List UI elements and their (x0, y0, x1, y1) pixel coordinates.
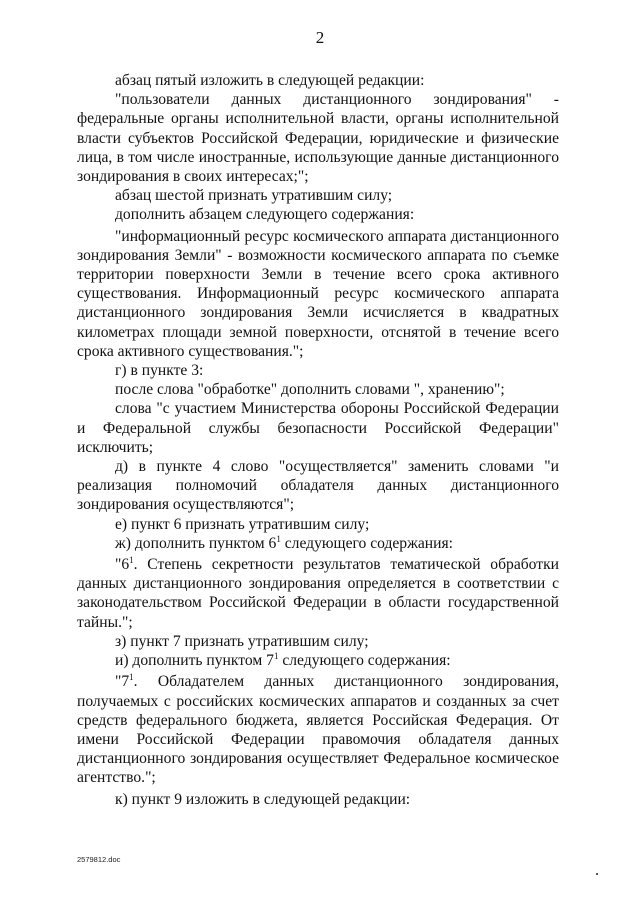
paragraph-text: "7 (115, 673, 130, 691)
paragraph: абзац шестой признать утратившим силу; (115, 187, 393, 205)
superscript: 1 (273, 650, 279, 661)
document-body (77, 71, 559, 809)
paragraph: "информационный ресурс космического аппарата дистанционного зондирования Земли" - возможности космического аппарата по съемке территории поверхности Земли в течение всего срока активного существования. Информационный ресурс космического аппарата дистанционного зондирования Земли исчисляется в квадратных километрах площади земной поверхности, отснятой в течение всего срока активного существования."; (77, 227, 559, 360)
paragraph: дополнить абзацем следующего содержания: (115, 206, 415, 224)
footer-filename: 2579812.doc (77, 855, 121, 864)
paragraph-text: . Степень секретности результатов тематической обработки данных дистанционного зондирования определяется в соответствии с законодательством Российской Федерации в области государственной тайны."; (77, 556, 559, 631)
paragraph-text: следующего содержания: (280, 534, 453, 552)
paragraph: "пользователи данных дистанционного зондирования" - федеральные органы исполнительной власти, органы исполнительной власти субъектов Российской Федерации, юридические и физические лица, в том числе иностранные, использующие данные дистанционного зондирования в своих интересах;"; (77, 91, 559, 186)
paragraph: з) пункт 7 признать утратившим силу; (115, 632, 369, 650)
paragraph: е) пункт 6 признать утратившим силу; (115, 515, 370, 533)
paragraph (77, 534, 559, 553)
paragraph: слова "с участием Министерства обороны Российской Федерации и Федеральной службы безопасности Российской Федерации" исключить; (77, 400, 559, 456)
paragraph-text: следующего содержания: (278, 652, 451, 670)
paragraph-text: . Обладателем данных дистанционного зондирования, получаемых с российских космических аппаратов и созданных за счет средств федерального бюджета, является Российская Федерация. От имени Российской Федерации правомочия обладателя данных дистанционного зондирования осуществляет Федеральное космическое агентство."; (77, 673, 559, 787)
paragraph-text: "6 (115, 556, 130, 574)
paragraph (77, 555, 559, 632)
paragraph: д) в пункте 4 слово "осуществляется" заменить словами "и реализация полномочий обладателя данных дистанционного зондирования осуществляются"; (77, 458, 559, 514)
paragraph: после слова "обработке" дополнить словами ", хранению"; (115, 381, 505, 399)
superscript: 1 (129, 554, 134, 565)
page-number: 2 (315, 28, 325, 47)
paragraph (77, 672, 559, 787)
paragraph: г) в пункте 3: (115, 362, 204, 380)
superscript: 1 (129, 672, 134, 683)
paragraph-text: ж) дополнить пунктом 6 (115, 534, 277, 552)
paragraph-text: и) дополнить пунктом 7 (115, 652, 274, 670)
scan-mark (596, 873, 598, 875)
paragraph (77, 651, 559, 670)
paragraph: абзац пятый изложить в следующей редакции: (115, 72, 425, 89)
paragraph: к) пункт 9 изложить в следующей редакции: (115, 790, 411, 808)
superscript: 1 (276, 533, 281, 544)
